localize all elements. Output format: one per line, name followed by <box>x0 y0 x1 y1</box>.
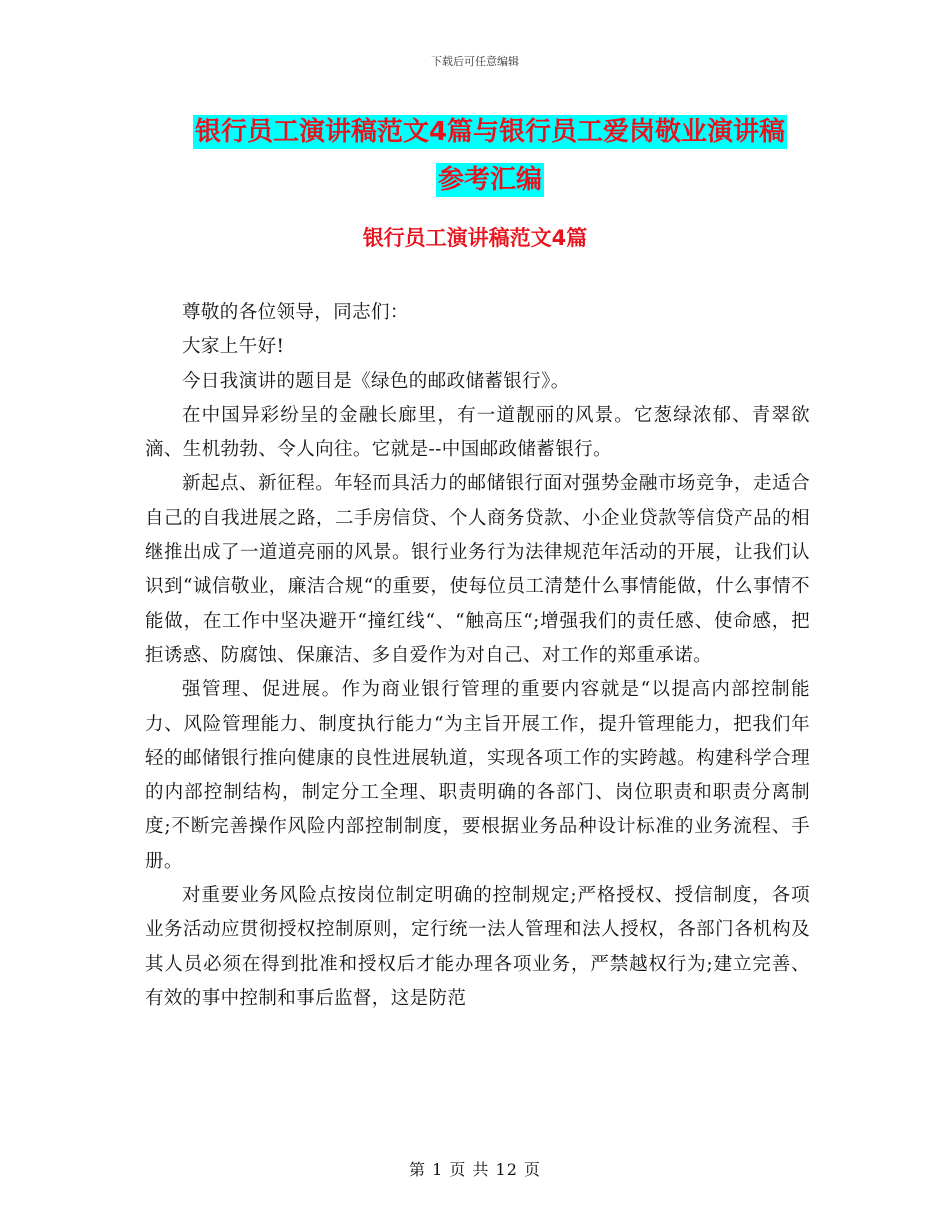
paragraph: 强管理、促进展。作为商业银行管理的重要内容就是“以提高内部控制能力、风险管理能力、制度执行能力“为主旨开展工作，提升管理能力，把我们年轻的邮储银行推向健康的良性进展轨道，实现各项工作的实跨越。构建科学合理的内部控制结构，制定分工全理、职责明确的各部门、岗位职责和职责分离制度;不断完善操作风险内部控制制度，要根据业务品种设计标准的业务流程、手册。 <box>145 679 810 872</box>
paragraph: 新起点、新征程。年轻而具活力的邮储银行面对强势金融市场竞争，走适合自己的自我进展之路，二手房信贷、个人商务贷款、小企业贷款等信贷产品的相继推出成了一道道亮丽的风景。银行业务行为法律规范年活动的开展，让我们认识到“诚信敬业，廉洁合规“的重要，使每位员工清楚什么事情能做，什么事情不能做，在工作中坚决避开“撞红线“、“触高压“;增强我们的责任感、使命感，把拒诱惑、防腐蚀、保廉洁、多自爱作为对自己、对工作的郑重承诺。 <box>145 473 810 666</box>
paragraph: 今日我演讲的题目是《绿色的邮政储蓄银行》。 <box>182 370 570 392</box>
document-title-line-2: 参考汇编 <box>437 165 542 195</box>
document-title <box>140 108 840 204</box>
paragraph: 对重要业务风险点按岗位制定明确的控制规定;严格授权、授信制度，各项业务活动应贯彻授权控制原则，定行统一法人管理和法人授权，各部门各机构及其人员必须在得到批准和授权后才能办理各项业务，严禁越权行为;建立完善、有效的事中控制和事后监督，这是防范 <box>145 885 810 1009</box>
document-title-line-1: 银行员工演讲稿范文4篇与银行员工爱岗敬业演讲稿 <box>194 117 786 147</box>
page-number-footer: 第 1 页 共 12 页 <box>409 1160 541 1179</box>
document-body <box>145 296 810 1016</box>
paragraph: 大家上午好! <box>182 336 285 358</box>
section-title: 银行员工演讲稿范文4篇 <box>362 226 588 250</box>
paragraph: 在中国异彩纷呈的金融长廊里，有一道靓丽的风景。它葱绿浓郁、青翠欲滴、生机勃勃、令人向往。它就是--中国邮政储蓄银行。 <box>145 404 810 461</box>
header-note: 下载后可任意编辑 <box>431 55 519 68</box>
paragraph: 尊敬的各位领导，同志们： <box>182 302 409 323</box>
